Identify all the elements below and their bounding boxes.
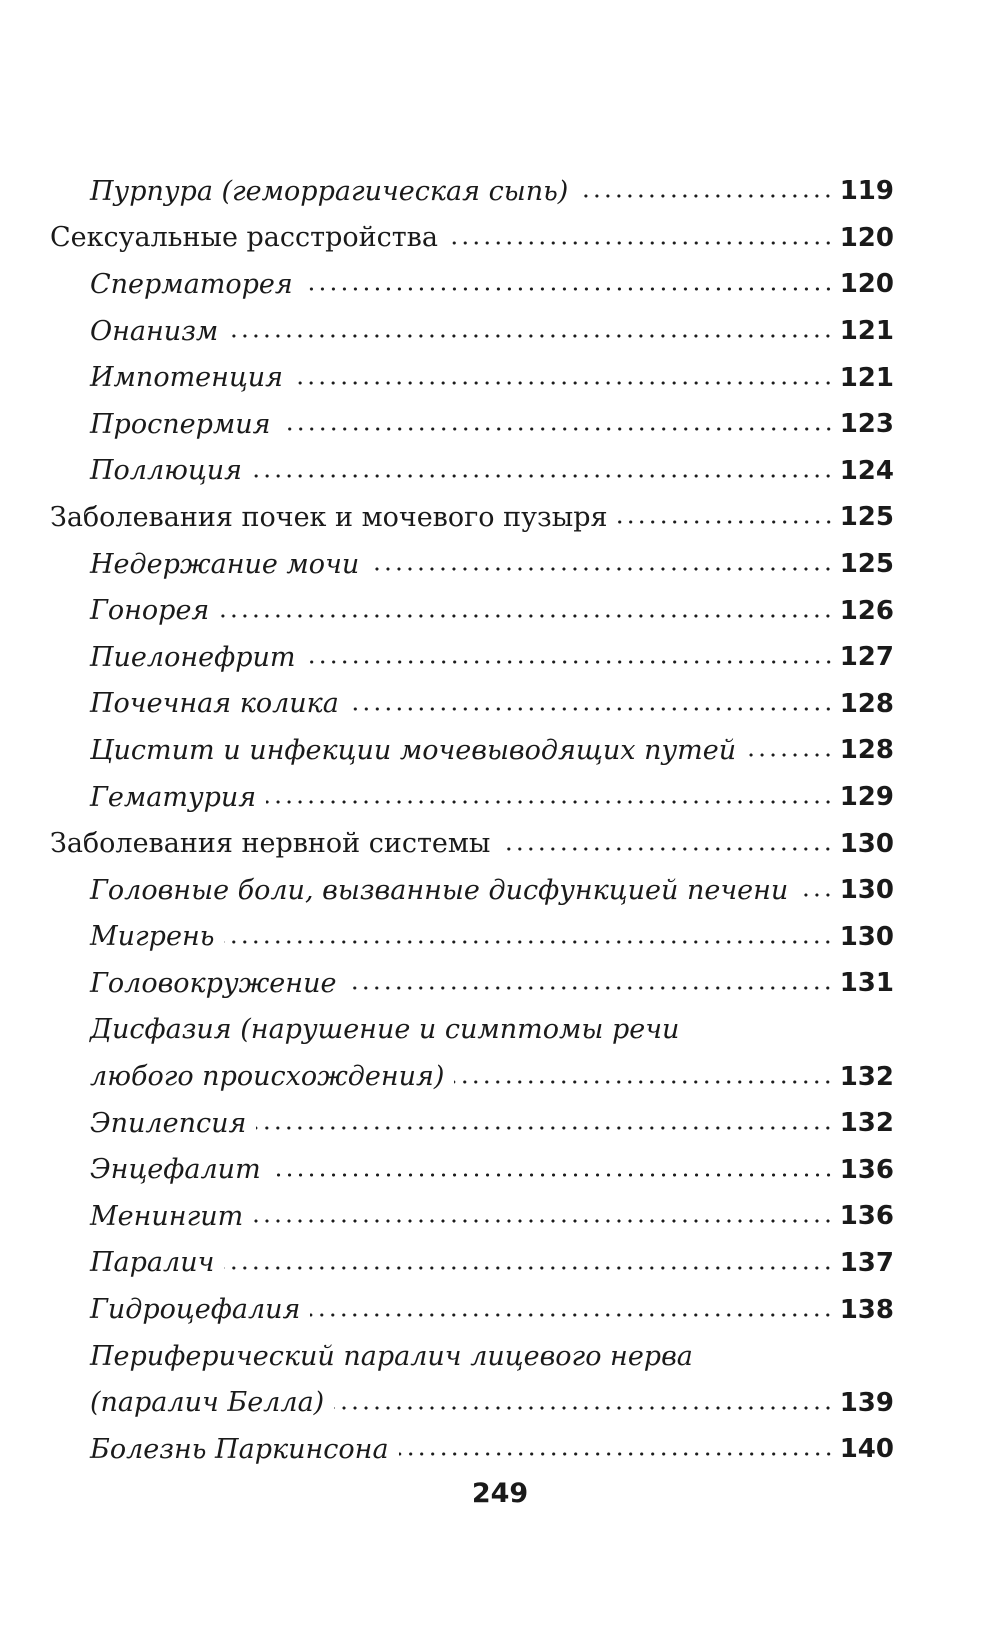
dot-leader <box>798 893 833 897</box>
toc-entry-page: 140 <box>839 1434 894 1465</box>
toc-entry-title: (паралич Белла) <box>90 1387 325 1419</box>
dot-leader <box>334 1406 834 1410</box>
toc-subentry <box>50 867 894 914</box>
toc-entry-page: 137 <box>839 1247 894 1278</box>
toc-entry-page: 126 <box>839 595 894 626</box>
page-number: 249 <box>471 1478 529 1509</box>
toc-subentry <box>50 634 894 681</box>
toc-entry-page: 136 <box>839 1201 894 1232</box>
toc-subentry <box>50 541 894 588</box>
dot-leader <box>399 1452 834 1456</box>
toc-subentry <box>50 308 894 355</box>
dot-leader <box>448 241 834 245</box>
toc-entry-page: 124 <box>839 455 894 486</box>
dot-leader <box>271 1173 834 1177</box>
toc-entry-title: Паралич <box>90 1247 215 1279</box>
toc-entry-title: Гидроцефалия <box>90 1294 301 1326</box>
toc-entry-page: 125 <box>839 502 894 533</box>
toc-entry-title: Болезнь Паркинсона <box>90 1433 389 1465</box>
dot-leader <box>500 847 833 851</box>
dot-leader <box>266 800 834 804</box>
toc-subentry <box>50 1193 894 1240</box>
toc-subentry <box>50 1100 894 1147</box>
toc-entry-page: 127 <box>839 642 894 673</box>
toc-entry-title: Гематурия <box>90 781 257 813</box>
toc-subentry <box>50 914 894 961</box>
toc-subentry <box>50 1426 894 1473</box>
toc-subentry <box>50 1007 894 1054</box>
toc-entry-page: 123 <box>839 409 894 440</box>
dot-leader <box>281 427 834 431</box>
toc-entry-title: Эпилепсия <box>90 1107 247 1139</box>
toc-entry-page: 128 <box>839 688 894 719</box>
toc-entry-page: 120 <box>839 222 894 253</box>
dot-leader <box>224 1266 833 1270</box>
toc-entry-title: любого происхождения) <box>90 1061 445 1093</box>
dot-leader <box>224 940 833 944</box>
toc-entry-title: Пурпура (геморрагическая сыпь) <box>90 175 569 207</box>
toc-entry-title: Гонорея <box>90 595 210 627</box>
toc-entry-page: 125 <box>839 549 894 580</box>
toc-entry-page: 121 <box>839 316 894 347</box>
toc-entry-page: 129 <box>839 782 894 813</box>
toc-entry-title: Энцефалит <box>90 1154 261 1186</box>
toc-entry-title: Почечная колика <box>90 688 339 720</box>
dot-leader <box>306 660 834 664</box>
toc-entry-title: Головные боли, вызванные дисфункцией печени <box>90 874 789 906</box>
dot-leader <box>349 707 834 711</box>
toc-entry-page: 119 <box>839 176 894 207</box>
toc-entry-title: Сперматорея <box>90 268 293 300</box>
toc-subentry <box>50 1286 894 1333</box>
toc-entry-title: Проспермия <box>90 408 271 440</box>
toc-subentry <box>50 261 894 308</box>
toc-entry-page: 128 <box>839 735 894 766</box>
toc-entry-title: Цистит и инфекции мочевыводящих путей <box>90 734 737 766</box>
toc-subentry <box>50 354 894 401</box>
table-of-contents <box>50 168 894 1473</box>
dot-leader <box>219 614 833 618</box>
toc-subentry <box>50 960 894 1007</box>
toc-subentry <box>50 1333 894 1380</box>
dot-leader <box>454 1080 833 1084</box>
toc-entry-title: Онанизм <box>90 315 219 347</box>
toc-section <box>50 820 894 867</box>
toc-entry-title: Головокружение <box>90 967 337 999</box>
toc-subentry <box>50 448 894 495</box>
toc-entry-page: 138 <box>839 1294 894 1325</box>
toc-entry-page: 132 <box>839 1061 894 1092</box>
toc-entry-page: 130 <box>839 921 894 952</box>
toc-section <box>50 494 894 541</box>
toc-subentry <box>50 1053 894 1100</box>
dot-leader <box>253 1219 833 1223</box>
toc-entry-title: Периферический паралич лицевого нерва <box>90 1340 693 1372</box>
toc-section <box>50 215 894 262</box>
toc-entry-title: Менингит <box>90 1200 244 1232</box>
toc-entry-title: Заболевания нервной системы <box>50 828 491 860</box>
toc-entry-title: Поллюция <box>90 455 243 487</box>
dot-leader <box>369 567 833 571</box>
toc-entry-title: Мигрень <box>90 921 215 953</box>
dot-leader <box>578 194 833 198</box>
toc-subentry <box>50 681 894 728</box>
dot-leader <box>252 474 834 478</box>
toc-entry-page: 132 <box>839 1108 894 1139</box>
toc-entry-title: Пиелонефрит <box>90 641 296 673</box>
dot-leader <box>228 334 833 338</box>
toc-entry-title: Импотенция <box>90 362 284 394</box>
toc-entry-title: Недержание мочи <box>90 548 360 580</box>
dot-leader <box>746 753 834 757</box>
toc-entry-page: 136 <box>839 1154 894 1185</box>
toc-subentry <box>50 774 894 821</box>
toc-subentry <box>50 168 894 215</box>
toc-entry-page: 130 <box>839 875 894 906</box>
toc-entry-page: 130 <box>839 828 894 859</box>
dot-leader <box>256 1126 833 1130</box>
toc-subentry <box>50 727 894 774</box>
dot-leader <box>293 381 834 385</box>
toc-subentry <box>50 1240 894 1287</box>
toc-entry-page: 131 <box>839 968 894 999</box>
toc-entry-page: 139 <box>839 1387 894 1418</box>
toc-subentry <box>50 401 894 448</box>
dot-leader <box>310 1313 833 1317</box>
dot-leader <box>346 986 833 990</box>
dot-leader <box>303 287 834 291</box>
toc-entry-title: Дисфазия (нарушение и симптомы речи <box>90 1014 680 1046</box>
toc-entry-page: 120 <box>839 269 894 300</box>
dot-leader <box>618 520 834 524</box>
toc-entry-title: Заболевания почек и мочевого пузыря <box>50 501 608 533</box>
toc-entry-page: 121 <box>839 362 894 393</box>
toc-subentry <box>50 587 894 634</box>
toc-entry-title: Сексуальные расстройства <box>50 222 438 254</box>
toc-subentry <box>50 1146 894 1193</box>
toc-subentry <box>50 1379 894 1426</box>
